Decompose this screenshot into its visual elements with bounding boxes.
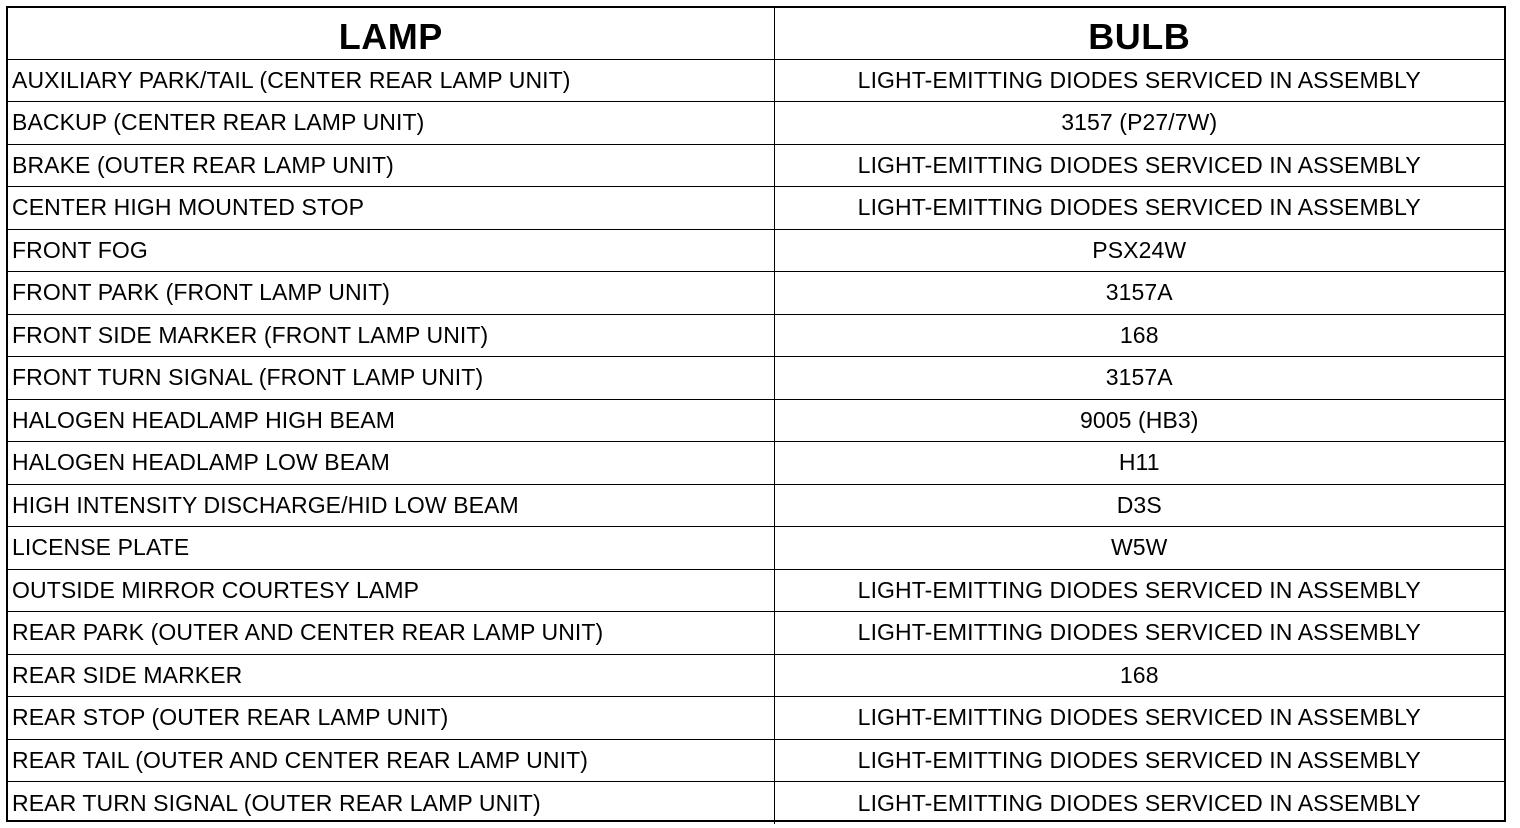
lamp-cell: REAR STOP (OUTER REAR LAMP UNIT) — [8, 697, 774, 740]
bulb-cell: LIGHT-EMITTING DIODES SERVICED IN ASSEMBLY — [774, 739, 1504, 782]
lamp-cell: HIGH INTENSITY DISCHARGE/HID LOW BEAM — [8, 484, 774, 527]
table-row — [8, 102, 1504, 145]
lamp-column-header: LAMP — [8, 8, 774, 59]
table-row — [8, 527, 1504, 570]
table-row — [8, 654, 1504, 697]
bulb-cell: 168 — [774, 314, 1504, 357]
lamp-cell: BACKUP (CENTER REAR LAMP UNIT) — [8, 102, 774, 145]
table-row — [8, 272, 1504, 315]
lamp-cell: FRONT FOG — [8, 229, 774, 272]
bulb-cell: H11 — [774, 442, 1504, 485]
bulb-column-header: BULB — [774, 8, 1504, 59]
table-row — [8, 187, 1504, 230]
lamp-cell: HALOGEN HEADLAMP HIGH BEAM — [8, 399, 774, 442]
bulb-cell: 3157A — [774, 357, 1504, 400]
lamp-cell: OUTSIDE MIRROR COURTESY LAMP — [8, 569, 774, 612]
lamp-cell: FRONT TURN SIGNAL (FRONT LAMP UNIT) — [8, 357, 774, 400]
table-row — [8, 59, 1504, 102]
table-row — [8, 697, 1504, 740]
table-row — [8, 612, 1504, 655]
lamp-cell: REAR SIDE MARKER — [8, 654, 774, 697]
lamp-cell: BRAKE (OUTER REAR LAMP UNIT) — [8, 144, 774, 187]
lamp-cell: FRONT PARK (FRONT LAMP UNIT) — [8, 272, 774, 315]
table-body — [8, 59, 1504, 824]
bulb-cell: LIGHT-EMITTING DIODES SERVICED IN ASSEMBLY — [774, 59, 1504, 102]
lamp-cell: REAR TAIL (OUTER AND CENTER REAR LAMP UNIT) — [8, 739, 774, 782]
lamp-cell: HALOGEN HEADLAMP LOW BEAM — [8, 442, 774, 485]
bulb-cell: W5W — [774, 527, 1504, 570]
table-row — [8, 782, 1504, 825]
table-row — [8, 739, 1504, 782]
bulb-cell: 3157A — [774, 272, 1504, 315]
table-row — [8, 569, 1504, 612]
bulb-cell: LIGHT-EMITTING DIODES SERVICED IN ASSEMBLY — [774, 612, 1504, 655]
bulb-cell: 9005 (HB3) — [774, 399, 1504, 442]
lamp-cell: FRONT SIDE MARKER (FRONT LAMP UNIT) — [8, 314, 774, 357]
table-row — [8, 484, 1504, 527]
bulb-cell: LIGHT-EMITTING DIODES SERVICED IN ASSEMBLY — [774, 569, 1504, 612]
lamp-bulb-chart — [6, 6, 1506, 822]
table-row — [8, 144, 1504, 187]
header-row — [8, 8, 1504, 59]
table-row — [8, 229, 1504, 272]
bulb-cell: 3157 (P27/7W) — [774, 102, 1504, 145]
lamp-cell: LICENSE PLATE — [8, 527, 774, 570]
bulb-cell: LIGHT-EMITTING DIODES SERVICED IN ASSEMBLY — [774, 144, 1504, 187]
bulb-cell: PSX24W — [774, 229, 1504, 272]
table-row — [8, 442, 1504, 485]
lamp-cell: REAR PARK (OUTER AND CENTER REAR LAMP UNIT) — [8, 612, 774, 655]
bulb-cell: 168 — [774, 654, 1504, 697]
table-row — [8, 357, 1504, 400]
table-row — [8, 399, 1504, 442]
bulb-cell: D3S — [774, 484, 1504, 527]
lamp-bulb-table — [8, 8, 1504, 824]
bulb-cell: LIGHT-EMITTING DIODES SERVICED IN ASSEMBLY — [774, 697, 1504, 740]
table-row — [8, 314, 1504, 357]
lamp-cell: CENTER HIGH MOUNTED STOP — [8, 187, 774, 230]
bulb-cell: LIGHT-EMITTING DIODES SERVICED IN ASSEMBLY — [774, 187, 1504, 230]
lamp-cell: REAR TURN SIGNAL (OUTER REAR LAMP UNIT) — [8, 782, 774, 825]
lamp-cell: AUXILIARY PARK/TAIL (CENTER REAR LAMP UNIT) — [8, 59, 774, 102]
bulb-cell: LIGHT-EMITTING DIODES SERVICED IN ASSEMBLY — [774, 782, 1504, 825]
